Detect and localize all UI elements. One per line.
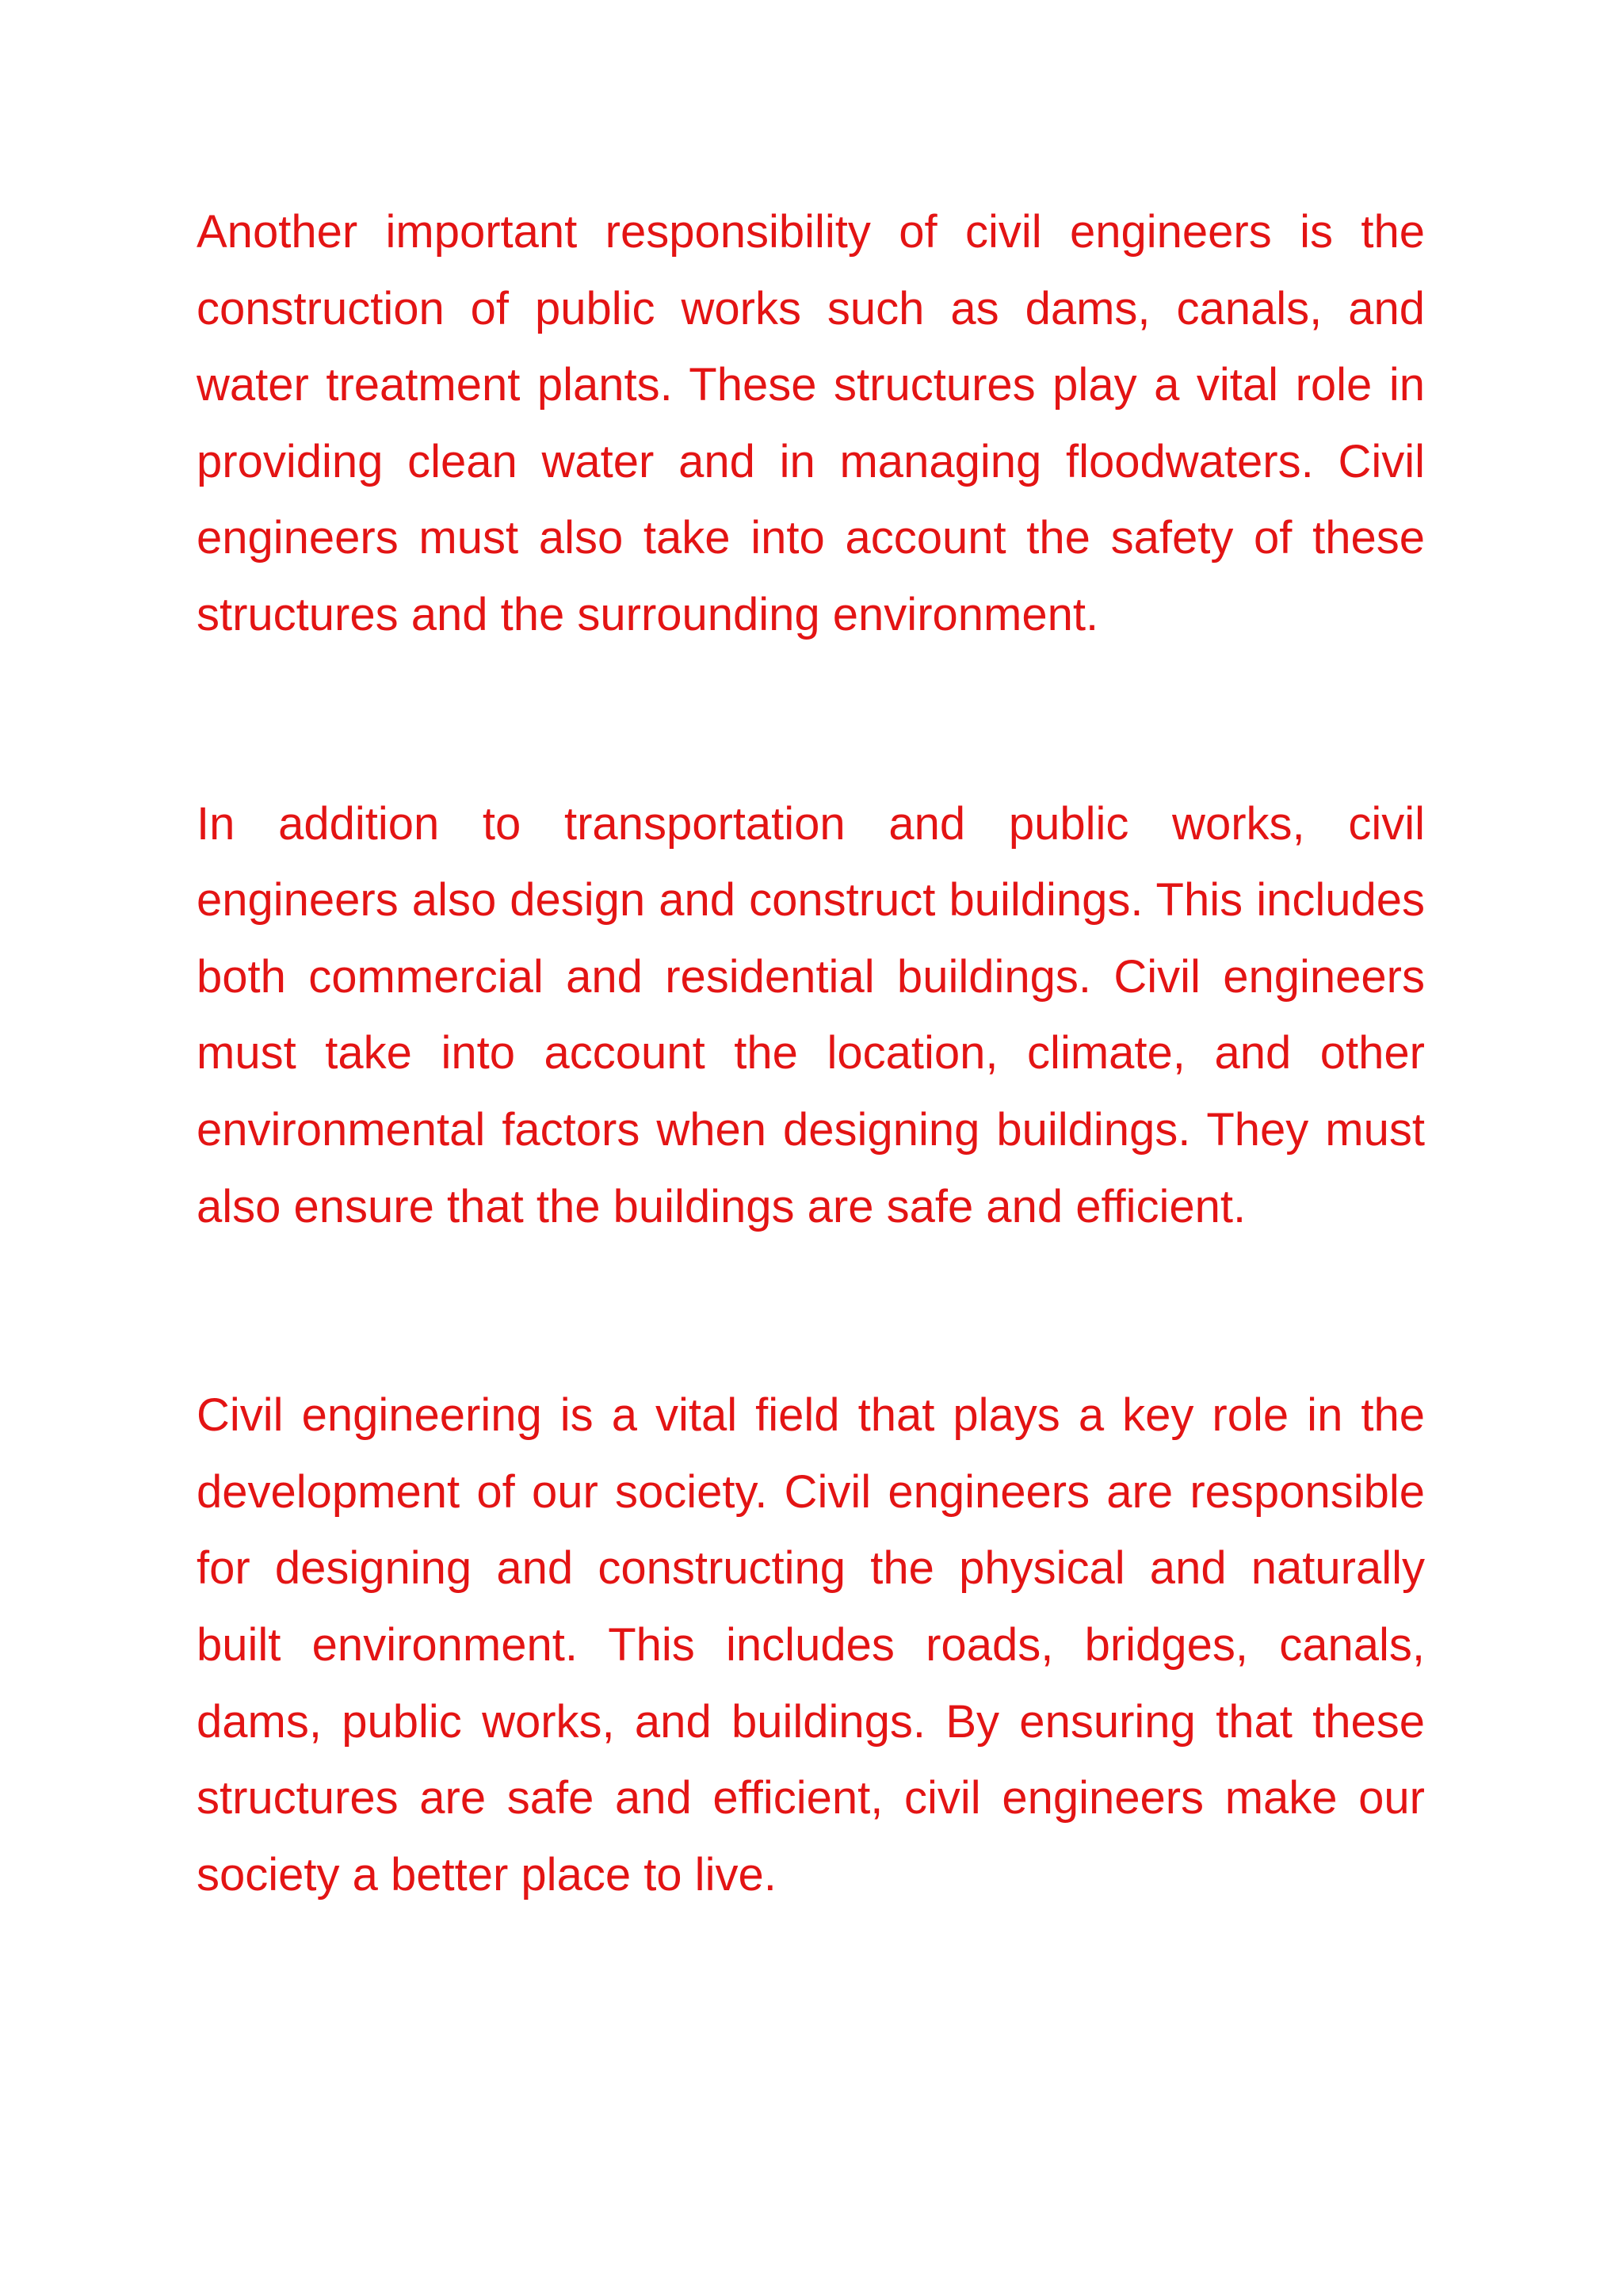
- paragraph-buildings: In addition to transportation and public works, civil engineers also design and construct buildings. This includes both commercial and residential buildings. Civil engineers must take into account the location, climate, and other environmental factors when designing buildings. They must also ensure that the buildings are safe and efficient.: [197, 797, 1425, 1232]
- document-body: [197, 194, 1425, 1913]
- paragraph-public-works: Another important responsibility of civil engineers is the construction of public works such as dams, canals, and water treatment plants. These structures play a vital role in providing clean water and in managing floodwaters. Civil engineers must also take into account the safety of these structures and the surrounding environment.: [197, 206, 1425, 640]
- paragraph-conclusion: Civil engineering is a vital field that plays a key role in the development of our society. Civil engineers are responsible for designing and constructing the physical and naturally built environment. This includes roads, bridges, canals, dams, public works, and buildings. By ensuring that these structures are safe and efficient, civil engineers make our society a better place to live.: [197, 1389, 1425, 1901]
